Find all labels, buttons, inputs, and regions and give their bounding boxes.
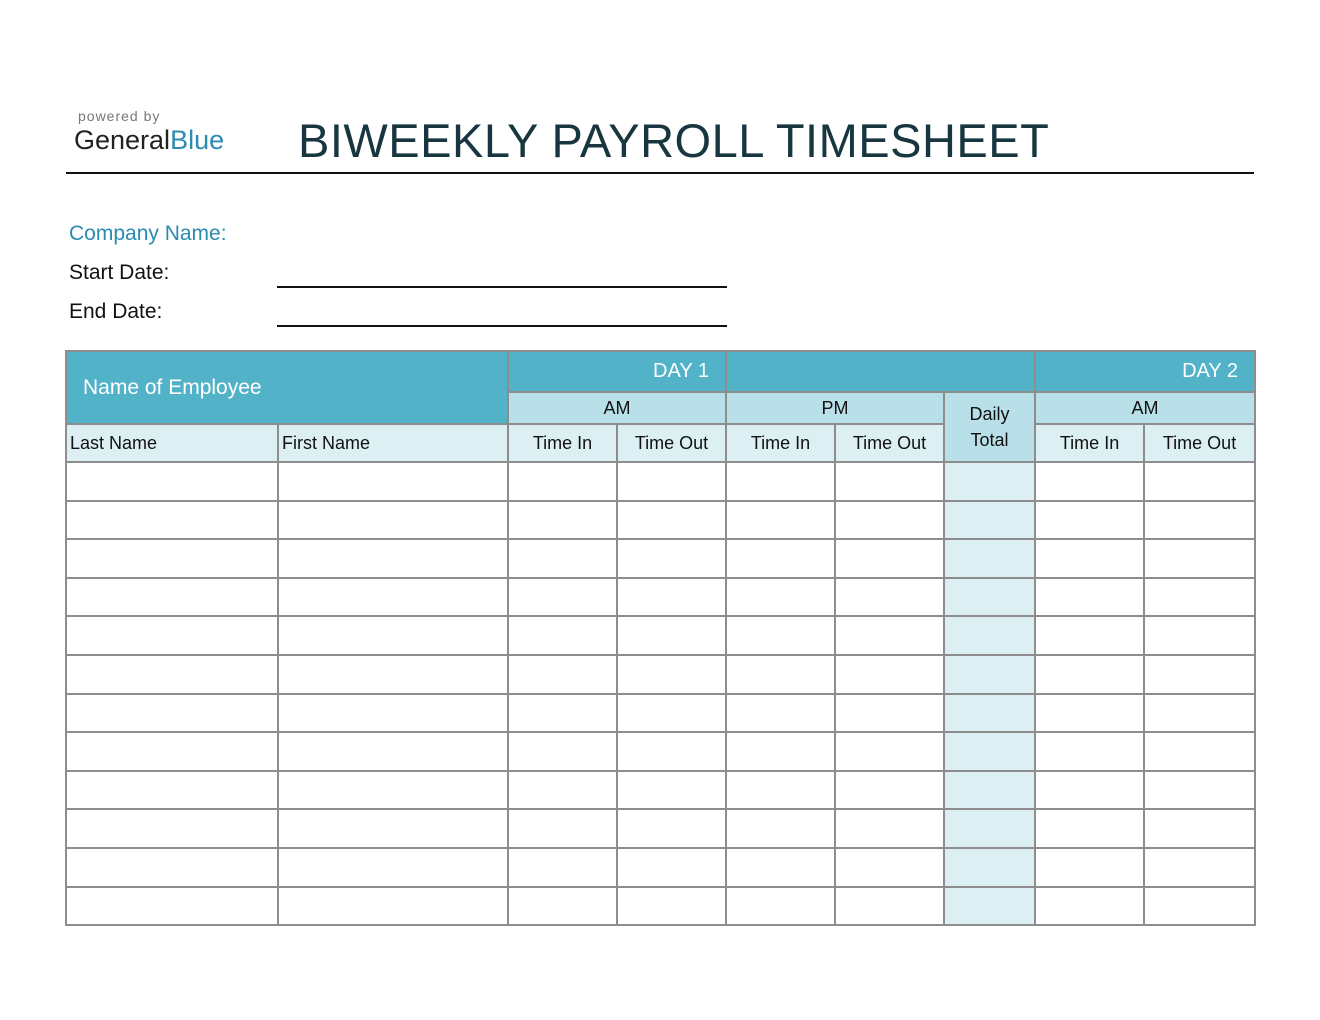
day1-am-time-in-cell[interactable] <box>508 732 617 771</box>
last-name-cell[interactable] <box>66 848 278 887</box>
day1-pm-time-out-cell[interactable] <box>835 848 944 887</box>
daily-total-cell[interactable] <box>944 462 1035 501</box>
table-row <box>66 655 1255 694</box>
day1-pm-time-out-cell[interactable] <box>835 539 944 578</box>
day2-am-time-in-cell[interactable] <box>1035 539 1144 578</box>
daily-total-cell[interactable] <box>944 887 1035 926</box>
day1-am-time-out-cell[interactable] <box>617 848 726 887</box>
day2-am-time-in-cell[interactable] <box>1035 771 1144 810</box>
last-name-cell[interactable] <box>66 809 278 848</box>
table-row <box>66 694 1255 733</box>
daily-total-cell[interactable] <box>944 616 1035 655</box>
day2-header: DAY 2 <box>1035 351 1255 392</box>
table-row <box>66 501 1255 540</box>
table-row <box>66 462 1255 501</box>
day1-pm-time-out-cell[interactable] <box>835 732 944 771</box>
table-row <box>66 771 1255 810</box>
powered-by-text: powered by <box>78 108 161 124</box>
day1-pm-header: PM <box>726 392 944 424</box>
day1-pm-time-in-cell[interactable] <box>726 887 835 926</box>
first-name-cell[interactable] <box>278 501 508 540</box>
day1-pm-time-out-cell[interactable] <box>835 578 944 617</box>
day2-am-time-out-header: Time Out <box>1144 424 1255 462</box>
last-name-cell[interactable] <box>66 694 278 733</box>
day1-am-time-in-cell[interactable] <box>508 655 617 694</box>
day1-header-extension <box>726 351 1035 392</box>
day1-am-time-in-cell[interactable] <box>508 848 617 887</box>
day2-am-time-in-header: Time In <box>1035 424 1144 462</box>
last-name-cell[interactable] <box>66 501 278 540</box>
day1-am-time-out-cell[interactable] <box>617 578 726 617</box>
day2-am-time-out-cell[interactable] <box>1144 655 1255 694</box>
daily-total-cell[interactable] <box>944 809 1035 848</box>
day1-pm-time-in-header: Time In <box>726 424 835 462</box>
day1-pm-time-out-cell[interactable] <box>835 616 944 655</box>
day2-am-time-in-cell[interactable] <box>1035 578 1144 617</box>
day1-pm-time-in-cell[interactable] <box>726 462 835 501</box>
table-row <box>66 809 1255 848</box>
table-row <box>66 732 1255 771</box>
daily-total-cell[interactable] <box>944 655 1035 694</box>
day1-am-time-in-header: Time In <box>508 424 617 462</box>
title-divider <box>66 172 1254 174</box>
brand-name <box>74 125 254 155</box>
day1-pm-time-out-header: Time Out <box>835 424 944 462</box>
day1-pm-time-out-cell[interactable] <box>835 771 944 810</box>
day1-pm-time-out-cell[interactable] <box>835 694 944 733</box>
day2-am-time-out-cell[interactable] <box>1144 732 1255 771</box>
daily-total-cell[interactable] <box>944 848 1035 887</box>
first-name-cell[interactable] <box>278 578 508 617</box>
day2-am-time-in-cell[interactable] <box>1035 732 1144 771</box>
day1-pm-time-out-cell[interactable] <box>835 887 944 926</box>
last-name-cell[interactable] <box>66 771 278 810</box>
day2-am-time-out-cell[interactable] <box>1144 462 1255 501</box>
day2-am-header: AM <box>1035 392 1255 424</box>
day1-pm-time-in-cell[interactable] <box>726 809 835 848</box>
day1-pm-time-in-cell[interactable] <box>726 539 835 578</box>
day1-am-time-out-cell[interactable] <box>617 887 726 926</box>
day1-am-time-in-cell[interactable] <box>508 887 617 926</box>
brand-logo <box>74 108 254 155</box>
first-name-cell[interactable] <box>278 732 508 771</box>
start-date-label: Start Date: <box>69 261 170 284</box>
day1-pm-time-in-cell[interactable] <box>726 848 835 887</box>
last-name-cell[interactable] <box>66 732 278 771</box>
first-name-cell[interactable] <box>278 539 508 578</box>
table-row <box>66 539 1255 578</box>
table-row <box>66 616 1255 655</box>
daily-total-cell[interactable] <box>944 694 1035 733</box>
name-of-employee-header: Name of Employee <box>66 351 508 424</box>
day2-am-time-out-cell[interactable] <box>1144 771 1255 810</box>
day1-am-time-out-cell[interactable] <box>617 462 726 501</box>
day2-am-time-in-cell[interactable] <box>1035 462 1144 501</box>
day1-am-time-out-cell[interactable] <box>617 732 726 771</box>
timesheet-table <box>65 350 1256 926</box>
day1-am-time-in-cell[interactable] <box>508 771 617 810</box>
day1-pm-time-in-cell[interactable] <box>726 732 835 771</box>
first-name-cell[interactable] <box>278 771 508 810</box>
brand-name-blue: Blue <box>170 125 225 155</box>
last-name-cell[interactable] <box>66 578 278 617</box>
first-name-header: First Name <box>278 424 508 462</box>
day1-am-time-in-cell[interactable] <box>508 616 617 655</box>
brand-name-general: General <box>74 125 171 155</box>
day2-am-time-out-cell[interactable] <box>1144 539 1255 578</box>
table-row <box>66 848 1255 887</box>
first-name-cell[interactable] <box>278 848 508 887</box>
day1-pm-time-out-cell[interactable] <box>835 655 944 694</box>
start-date-field[interactable] <box>277 286 727 288</box>
day2-am-time-in-cell[interactable] <box>1035 694 1144 733</box>
first-name-cell[interactable] <box>278 616 508 655</box>
table-row <box>66 578 1255 617</box>
day1-am-time-in-cell[interactable] <box>508 809 617 848</box>
last-name-cell[interactable] <box>66 539 278 578</box>
day2-am-time-out-cell[interactable] <box>1144 694 1255 733</box>
day1-pm-time-out-cell[interactable] <box>835 462 944 501</box>
day1-am-time-in-cell[interactable] <box>508 578 617 617</box>
last-name-header: Last Name <box>66 424 278 462</box>
day2-am-time-out-cell[interactable] <box>1144 616 1255 655</box>
day1-am-time-in-cell[interactable] <box>508 462 617 501</box>
last-name-cell[interactable] <box>66 462 278 501</box>
day1-am-time-out-cell[interactable] <box>617 694 726 733</box>
day2-am-time-out-cell[interactable] <box>1144 578 1255 617</box>
first-name-cell[interactable] <box>278 694 508 733</box>
day1-am-time-out-cell[interactable] <box>617 539 726 578</box>
first-name-cell[interactable] <box>278 462 508 501</box>
daily-total-header <box>944 392 1035 462</box>
day1-am-time-in-cell[interactable] <box>508 501 617 540</box>
last-name-cell[interactable] <box>66 655 278 694</box>
end-date-label: End Date: <box>69 300 163 323</box>
day1-am-time-out-header: Time Out <box>617 424 726 462</box>
day1-am-time-in-cell[interactable] <box>508 539 617 578</box>
day1-pm-time-in-cell[interactable] <box>726 655 835 694</box>
first-name-cell[interactable] <box>278 809 508 848</box>
day1-am-header: AM <box>508 392 726 424</box>
table-row <box>66 887 1255 926</box>
day1-pm-time-in-cell[interactable] <box>726 616 835 655</box>
page-title: BIWEEKLY PAYROLL TIMESHEET <box>298 114 1050 167</box>
day1-pm-time-in-cell[interactable] <box>726 501 835 540</box>
day1-am-time-out-cell[interactable] <box>617 809 726 848</box>
company-name-label: Company Name: <box>69 222 227 245</box>
daily-total-cell[interactable] <box>944 501 1035 540</box>
day1-am-time-in-cell[interactable] <box>508 694 617 733</box>
day2-am-time-out-cell[interactable] <box>1144 809 1255 848</box>
day2-am-time-out-cell[interactable] <box>1144 501 1255 540</box>
day1-pm-time-out-cell[interactable] <box>835 809 944 848</box>
daily-total-cell[interactable] <box>944 771 1035 810</box>
daily-total-line2: Total <box>970 430 1009 450</box>
end-date-field[interactable] <box>277 325 727 327</box>
daily-total-cell[interactable] <box>944 732 1035 771</box>
last-name-cell[interactable] <box>66 887 278 926</box>
day1-pm-time-out-cell[interactable] <box>835 501 944 540</box>
day1-am-time-out-cell[interactable] <box>617 616 726 655</box>
day2-am-time-in-cell[interactable] <box>1035 501 1144 540</box>
first-name-cell[interactable] <box>278 887 508 926</box>
day2-am-time-in-cell[interactable] <box>1035 848 1144 887</box>
daily-total-cell[interactable] <box>944 539 1035 578</box>
day2-am-time-in-cell[interactable] <box>1035 887 1144 926</box>
last-name-cell[interactable] <box>66 616 278 655</box>
daily-total-line1: Daily <box>969 404 1010 424</box>
daily-total-cell[interactable] <box>944 578 1035 617</box>
day2-am-time-out-cell[interactable] <box>1144 887 1255 926</box>
day1-am-time-out-cell[interactable] <box>617 655 726 694</box>
day2-am-time-in-cell[interactable] <box>1035 809 1144 848</box>
day1-header: DAY 1 <box>508 351 726 392</box>
day2-am-time-in-cell[interactable] <box>1035 616 1144 655</box>
day1-am-time-out-cell[interactable] <box>617 771 726 810</box>
first-name-cell[interactable] <box>278 655 508 694</box>
day1-pm-time-in-cell[interactable] <box>726 694 835 733</box>
day2-am-time-in-cell[interactable] <box>1035 655 1144 694</box>
day1-pm-time-in-cell[interactable] <box>726 578 835 617</box>
day1-pm-time-in-cell[interactable] <box>726 771 835 810</box>
day2-am-time-out-cell[interactable] <box>1144 848 1255 887</box>
day1-am-time-out-cell[interactable] <box>617 501 726 540</box>
